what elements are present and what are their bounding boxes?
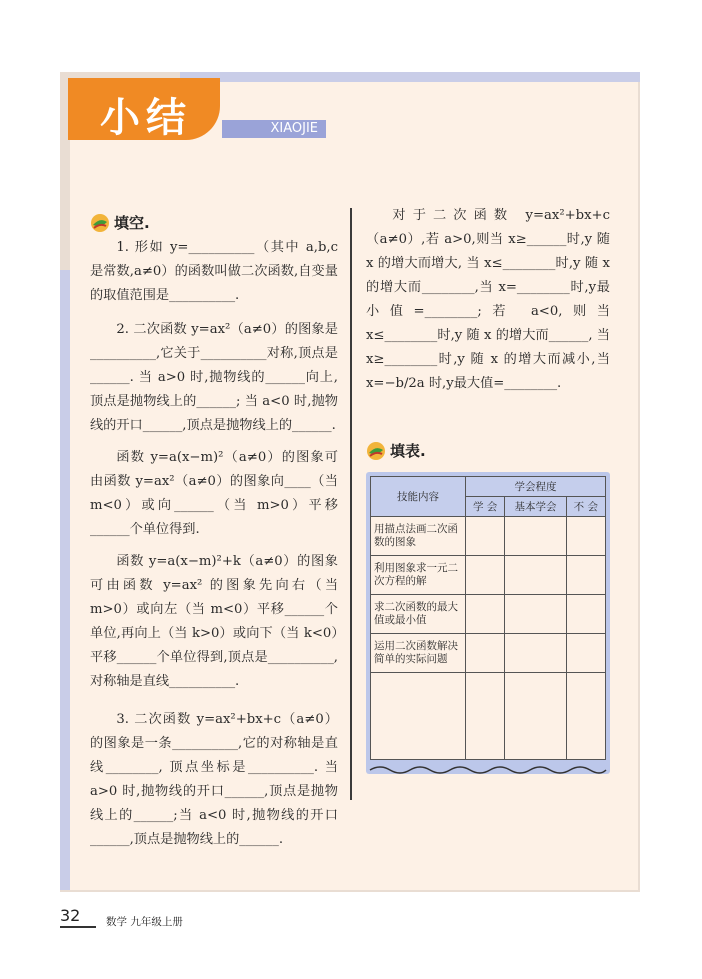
check-cell[interactable]: [466, 673, 505, 760]
check-cell[interactable]: [505, 595, 566, 634]
paragraph-right: 对于二次函数 y=ax²+bx+c（a≠0）,若 a>0,则当 x≥______时,y 随 x 的增大而增大, 当 x≤________时,y 随 x 的增大而________,当 x=________时,y最小值=________;若 a<0,则当 x≤________时,y 随 x 的增大而______, 当 x≥________时,y 随 x 的增大而减小,当 x=−b/2a 时,y最大值=________.: [366, 208, 610, 391]
column-divider: [350, 208, 352, 800]
section-fill-blank: [90, 212, 150, 233]
table-row: [371, 634, 606, 673]
check-cell[interactable]: [566, 673, 605, 760]
paragraph-2: 2. 二次函数 y=ax²（a≠0）的图象是__________,它关于__________对称,顶点是______. 当 a>0 时,抛物线的______向上,顶点是抛物线上的______; 当 a<0 时,抛物线的开口______,顶点是抛物线上的______.: [90, 322, 338, 433]
top-accent-bar: [180, 72, 640, 82]
check-cell[interactable]: [505, 517, 566, 556]
section-fill-table: [366, 440, 426, 461]
table-wave-edge: [366, 760, 610, 780]
skill-cell: 运用二次函数解决简单的实际问题: [371, 634, 466, 673]
skill-cell: 求二次函数的最大值或最小值: [371, 595, 466, 634]
paragraph-3: 函数 y=a(x−m)²（a≠0）的图象可由函数 y=ax²（a≠0）的图象向____（当 m<0）或向______（当 m>0）平移______个单位得到.: [90, 450, 338, 537]
header-skill: 技能内容: [371, 477, 466, 517]
table-row: [371, 556, 606, 595]
page-number: 32: [60, 906, 81, 925]
check-cell[interactable]: [466, 517, 505, 556]
book-title: 数学 九年级上册: [106, 916, 183, 928]
section-title-table: 填表.: [390, 442, 426, 460]
check-cell[interactable]: [566, 517, 605, 556]
table-row: [371, 673, 606, 760]
check-cell[interactable]: [466, 634, 505, 673]
page-title: 小结: [100, 95, 192, 141]
check-cell[interactable]: [505, 673, 566, 760]
header-not-learned: 不 会: [566, 497, 605, 517]
right-text-block: [366, 204, 610, 396]
check-cell[interactable]: [466, 556, 505, 595]
skill-cell: 利用图象求一元二次方程的解: [371, 556, 466, 595]
side-accent-bar: [60, 270, 70, 890]
check-cell[interactable]: [566, 634, 605, 673]
paragraph-1: 1. 形如 y=__________（其中 a,b,c 是常数,a≠0）的函数叫做二次函数,自变量的取值范围是__________.: [90, 240, 338, 303]
skill-cell: 用描点法画二次函数的图象: [371, 517, 466, 556]
section-title-fill: 填空.: [114, 214, 150, 232]
footer-rule: [60, 926, 96, 928]
header-level: 学会程度: [466, 477, 606, 497]
page-subtitle: XIAOJIE: [222, 120, 326, 138]
header-mostly-learned: 基本学会: [505, 497, 566, 517]
left-text-block: [90, 236, 338, 852]
empty-cell[interactable]: [371, 673, 466, 760]
table-row: [371, 517, 606, 556]
section-leaf-icon: [90, 213, 110, 233]
skills-table: [370, 476, 606, 760]
table-row: [371, 595, 606, 634]
check-cell[interactable]: [466, 595, 505, 634]
check-cell[interactable]: [505, 556, 566, 595]
header-learned: 学 会: [466, 497, 505, 517]
check-cell[interactable]: [505, 634, 566, 673]
paragraph-4: 函数 y=a(x−m)²+k（a≠0）的图象可由函数 y=ax² 的图象先向右（当 m>0）或向左（当 m<0）平移______个单位,再向上（当 k>0）或向下（当 k<0）平移______个单位得到,顶点是__________,对称轴是直线__________.: [90, 554, 338, 689]
check-cell[interactable]: [566, 595, 605, 634]
section-leaf-icon: [366, 441, 386, 461]
paragraph-5: 3. 二次函数 y=ax²+bx+c（a≠0）的图象是一条__________,它的对称轴是直线________, 顶点坐标是__________. 当 a>0 时,抛物线的开口______,顶点是抛物线上的______;当 a<0 时,抛物线的开口______,顶点是抛物线上的______.: [90, 712, 338, 847]
check-cell[interactable]: [566, 556, 605, 595]
